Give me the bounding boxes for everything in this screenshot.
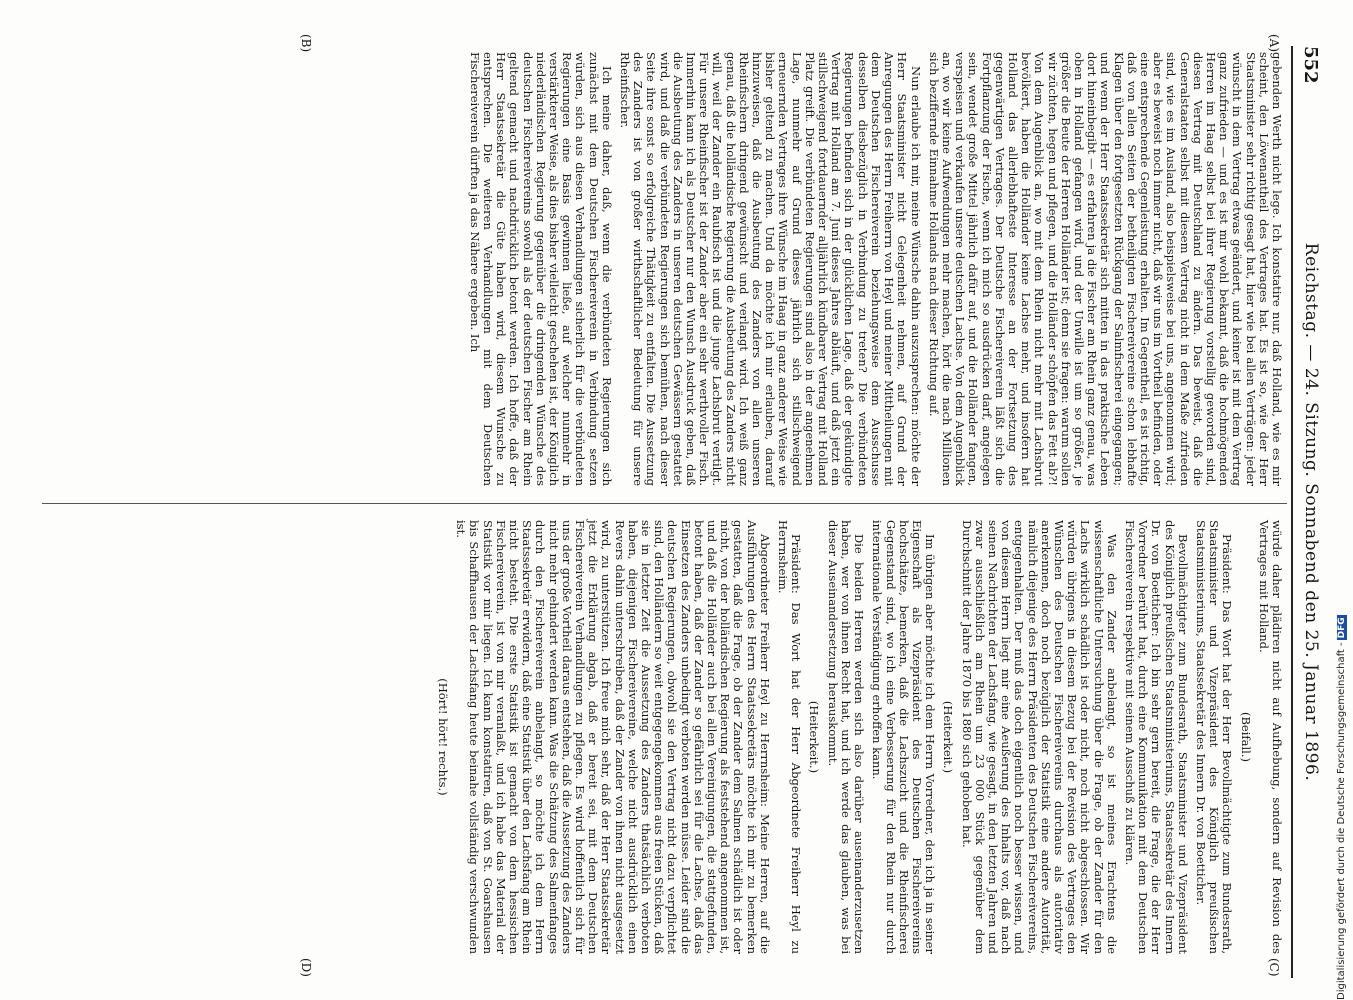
- stage-direction: (Hört! hört! rechts.): [436, 678, 451, 796]
- stage-direction: (Heiterkeit.): [941, 700, 956, 774]
- stage-direction: (Beifall.): [1238, 711, 1253, 763]
- page-number: 552: [1300, 46, 1321, 84]
- stage-direction: (Heiterkeit.): [807, 700, 822, 774]
- page-header: [1291, 46, 1321, 978]
- paragraph: Was den Zander anbelangt, so ist meines Erachtens die wissenschaftliche Untersuchung über die Frage, ob der Zander für den Lachs wirklich schädlich ist oder nicht, noch nicht abgeschlossen. Wir würden übrigens in diesem Bezug bei der Revision des Vertrages den Wünschen des Deutschen Fischereivereins durchaus als autoritativ anerkennen, doch noch bezüglich der Statistik eine andere Autorität, nämlich diejenige des Herrn Präsidenten des Deutschen Fischereivereins, entgegenhalten. Der muß das doch eigentlich noch besser wissen, und von diesem Herrn liegt mir eine Aeußerung des Inhalts vor, daß nach seinen Nachrichten der Lachsfang, wie gesagt, in den letzten Jahren und zwar ausschließlich am Rhein um 23 000 Stück gegenüber dem Durchschnitt der Jahre 1870 bis 1880 sich gehoben hat.: [959, 520, 1119, 954]
- paragraph: Abgeordneter Freiherr Heyl zu Herrnsheim: Meine Herren, auf die Ausführungen des Herrn Staatssekretärs möchte ich mir zu bemerken gestatten, daß die Frage, ob der Zander dem Salmen schädlich ist oder nicht, von der holländischen Regierung als feststehend angenommen ist, und daß die Holländer auch bei allen Vereinigungen, die stattgefunden, betont haben, daß der Zander so gefährlich sei für die Lachse, daß das Einsetzen des Zanders unbedingt verboten werden müsse. Leider sind die deutschen Regierungen, obwohl sie den Vertrag nicht dazu verpflichtet sind, den Holländern so weit entgegengekommen aus freien Stücken, daß sie in letzter Zeit die Aussetzung des Zanders thatsächlich verboten haben, diejenigen Fischereivereine, welche nicht ausdrücklich einen Revers dahin unterschreiben, daß der Zander von ihnen nicht ausgesetzt wird, zu unterstützen. Ich freue mich sehr, daß der Herr Staatssekretär jetzt die Erklärung abgab, daß er bereit sei, mit dem Deutschen Fischereiverein Verhandlungen zu pflegen. Es wird hoffentlich sich für uns der große Vortheil daraus entstehen, daß die Aussetzung des Zanders nicht mehr gehindert werden kann. Was die Schätzung des Salmenfanges durch den Fischereiverein anbelangt, so möchte ich dem Herrn Staatssekretär erwidern, daß eine Statistik über den Lachsfang am Rhein nicht besteht. Die erste Statistik ist gemacht von dem hessischen Fischereiverein, ist von mir veranlaßt, und ich habe das Material der Statistik vor mir liegen. Ich kann konstatiren, daß von St. Goarshausen bis Schaffhausen der Lachsfang heute beinahe vollständig verschwunden ist.: [454, 520, 772, 954]
- column-divider: [42, 503, 1287, 504]
- margin-mark-d: (D): [299, 958, 313, 977]
- paragraph: würde daher plädiren nicht auf Aufhebung, sondern auf Revision des Vertrages mit Holland.: [1256, 520, 1284, 954]
- left-column: [463, 52, 1283, 486]
- paragraph: Präsident: Das Wort hat der Herr Bevollmächtigte zum Bundesrath, Staatsminister und Vizepräsident des Königlich preußischen Staatsministeriums, Staatssekretär des Innern Dr. von Boetticher.: [1193, 520, 1235, 954]
- paragraph: gebenden Werth nicht lege. Ich konstatire nur, daß Holland, wie es mir scheint, den Löwenantheil des Vertrages hat. Es ist so, wie der Herr Staatsminister sehr richtig gesagt hat, hier wie bei allen Verträgen: jeder wünscht in dem Vertrag etwas geändert, und keiner ist mit dem Vertrag ganz zufrieden — und es ist mir wohl bekannt, daß die hochmögenden Herren im Haag selbst bei ihrer Regierung vorstellig geworden sind, diesen Vertrag mit Deutschland zu ändern. Das beweist, daß die Generalstaaten selbst mit diesem Vertrag nicht in dem Maße zufrieden sind, wie es im Ausland, also beispielsweise bei uns, angenommen wird; aber es beweist noch immer nicht, daß wir uns im Vortheil befinden, oder eine entsprechende Gegenleistung erhalten. Im Gegentheil, es ist richtig, daß von allen Seiten der betheiligten Fischereivereine schon lebhafte Klagen über den fortgesetzten Rückgang der Salmfischerei eingegangen; und wenn der Herr Staatssekretär sich mitten in das praktische Leben dort hineinbegibt — es erfahren ja die Fischer am Rhein ganz genau, was oben in Holland gefangen wird, und der Unwille ist um so größer, je größer die Beute der Herren Holländer ist; denn sie fragen: warum sollen wir züchten, hegen und pflegen, und die Holländer schöpfen das Fett ab?! Von dem Augenblick an, wo mit dem Rhein nicht mehr mit Lachsbrut bevölkert, haben die Holländer keine Lachse mehr, und insofern hat Holland das allerlebhafteste Interesse an der Fortsetzung des gegenwärtigen Vertrages. Der Deutsche Fischereiverein läßt sich die Fortpflanzung der Fische, wenn ich mich so ausdrücken darf, angelegen sein, wendet große Mittel jährlich dafür auf, und die Holländer fangen, verspeisen und verkaufen unsere deutschen Lachse. Von dem Augenblick an, wo wir keine Aufwendungen mehr machen, hört die nach Millionen sich beziffernde Einnahme Hollands nach dieser Richtung auf.: [926, 52, 1284, 486]
- paragraph: Nun erlaube ich mir, meine Wünsche dahin auszusprechen: möchte der Herr Staatsminister nicht Gelegenheit nehmen, auf Grund der Anregungen des Herrn Freiherrn von Heyl und meiner Mittheilungen mit dem Deutschen Fischereiverein beziehungsweise dem Ausschusse desselben diesbezüglich in Verbindung zu treten? Die verbündeten Regierungen befinden sich in der glücklichen Lage, daß der gekündigte Vertrag mit Holland am 7. Juni dieses Jahres abläuft, und daß jetzt ein stillschweigend fortdauernder alljährlich kündbarer Vertrag mit Holland Platz greift. Die verbündeten Regierungen sind also in der angenehmen Lage, nunmehr auf Grund dieses jährlich sich stillschweigend erneuernden Vertrages ihre Wünsche im Haag in ganz anderer Weise wie bisher geltend zu machen. Und da möchte ich mir erlauben, darauf hinzuweisen, daß die Ausbeutung des Zanders von allen unseren Rheinfischern dringend gewünscht und verlangt wird. Ich weiß ganz genau, daß die holländische Regierung die Ausbeutung des Zanders nicht will, weil der Zander ein Raubfisch ist und die junge Lachsbrut vertilgt. Für unsere Rheinfischer ist der Zander aber ein sehr werthvoller Fisch. Immerhin kann ich als Deutscher nur den Wunsch Ausdruck geben, daß die Ausbeutung des Zanders in unseren deutschen Gewässern gestattet wird, und daß die verbündeten Regierungen sich bemühen, nach dieser Seite ihre sonst so erfolgreiche Thätigkeit zu entfalten. Die Aussetzung des Zanders ist von großer wirthschaftlicher Bedeutung für unsere Rheinfischer.: [618, 52, 923, 486]
- dfg-logo: DFG: [1337, 617, 1347, 639]
- right-column: [431, 520, 1283, 954]
- paragraph: Im übrigen aber möchte ich dem Herrn Vorredner, den ich ja in seiner Eigenschaft als Vizepräsident des Deutschen Fischereivereins hochschätze, bemerken, daß die Lachszucht und die Rheinfischerei Gegenstand sind, wo ich eine Verbesserung für den Rhein nur durch internationale Verständigung erhoffen kann.: [870, 520, 938, 954]
- digitization-credit: [1336, 580, 1350, 1000]
- paragraph: Ich meine daher, daß, wenn die verbündeten Regierungen sich zunächst mit dem Deutschen Fischereiverein in Verbindung setzen würden, sich aus diesen Verhandlungen sicherlich für die verbündeten Regierungen eine Basis gewinnen ließe, auf welcher nunmehr in verstärkterer Weise, als dies bisher vielleicht geschehen ist, der Königlich niederländischen Regierung gegenüber die dringenden Wünsche des deutschen Fischereivereins sowohl als der deutschen Fischer am Rhein geltend gemacht und nachdrücklich betont werden. Ich hoffe, daß der Herr Staatssekretär die Güte haben wird, diesem Wunsche zu entsprechen. Die weiteren Verhandlungen mit dem Deutschen Fischereiverein dürften ja das Nähere ergeben. Ich: [467, 52, 614, 486]
- margin-mark-c: (C): [1267, 958, 1281, 977]
- running-head: Reichstag. — 24. Sitzung. Sonnabend den 25. Januar 1896.: [1301, 242, 1321, 782]
- paragraph: Präsident: Das Wort hat der Herr Abgeordnete Freiherr Heyl zu Herrnsheim.: [776, 520, 804, 954]
- credit-text: Digitalisierung gefördert durch die Deutsche Forschungsgemeinschaft -: [1336, 642, 1347, 1000]
- margin-mark-b: (B): [299, 34, 313, 53]
- paragraph: Die beiden Herren werden sich also darüber auseinanderzusetzen haben, wer von ihnen Recht hat, und ich werde das glauben, was bei dieser Auseinandersetzung herauskommt.: [825, 520, 867, 954]
- paragraph: Bevollmächtigter zum Bundesrath, Staatsminister und Vizepräsident des Königlich preußischen Staatsministeriums, Staatssekretär des Innern Dr. von Boetticher: Ich bin sehr gern bereit, die Frage, die der Herr Vorredner berührt hat, durch eine Kommunikation mit dem Deutschen Fischereiverein respektive mit seinem Ausschuß zu klären.: [1122, 520, 1190, 954]
- margin-mark-a: (A): [1267, 34, 1281, 53]
